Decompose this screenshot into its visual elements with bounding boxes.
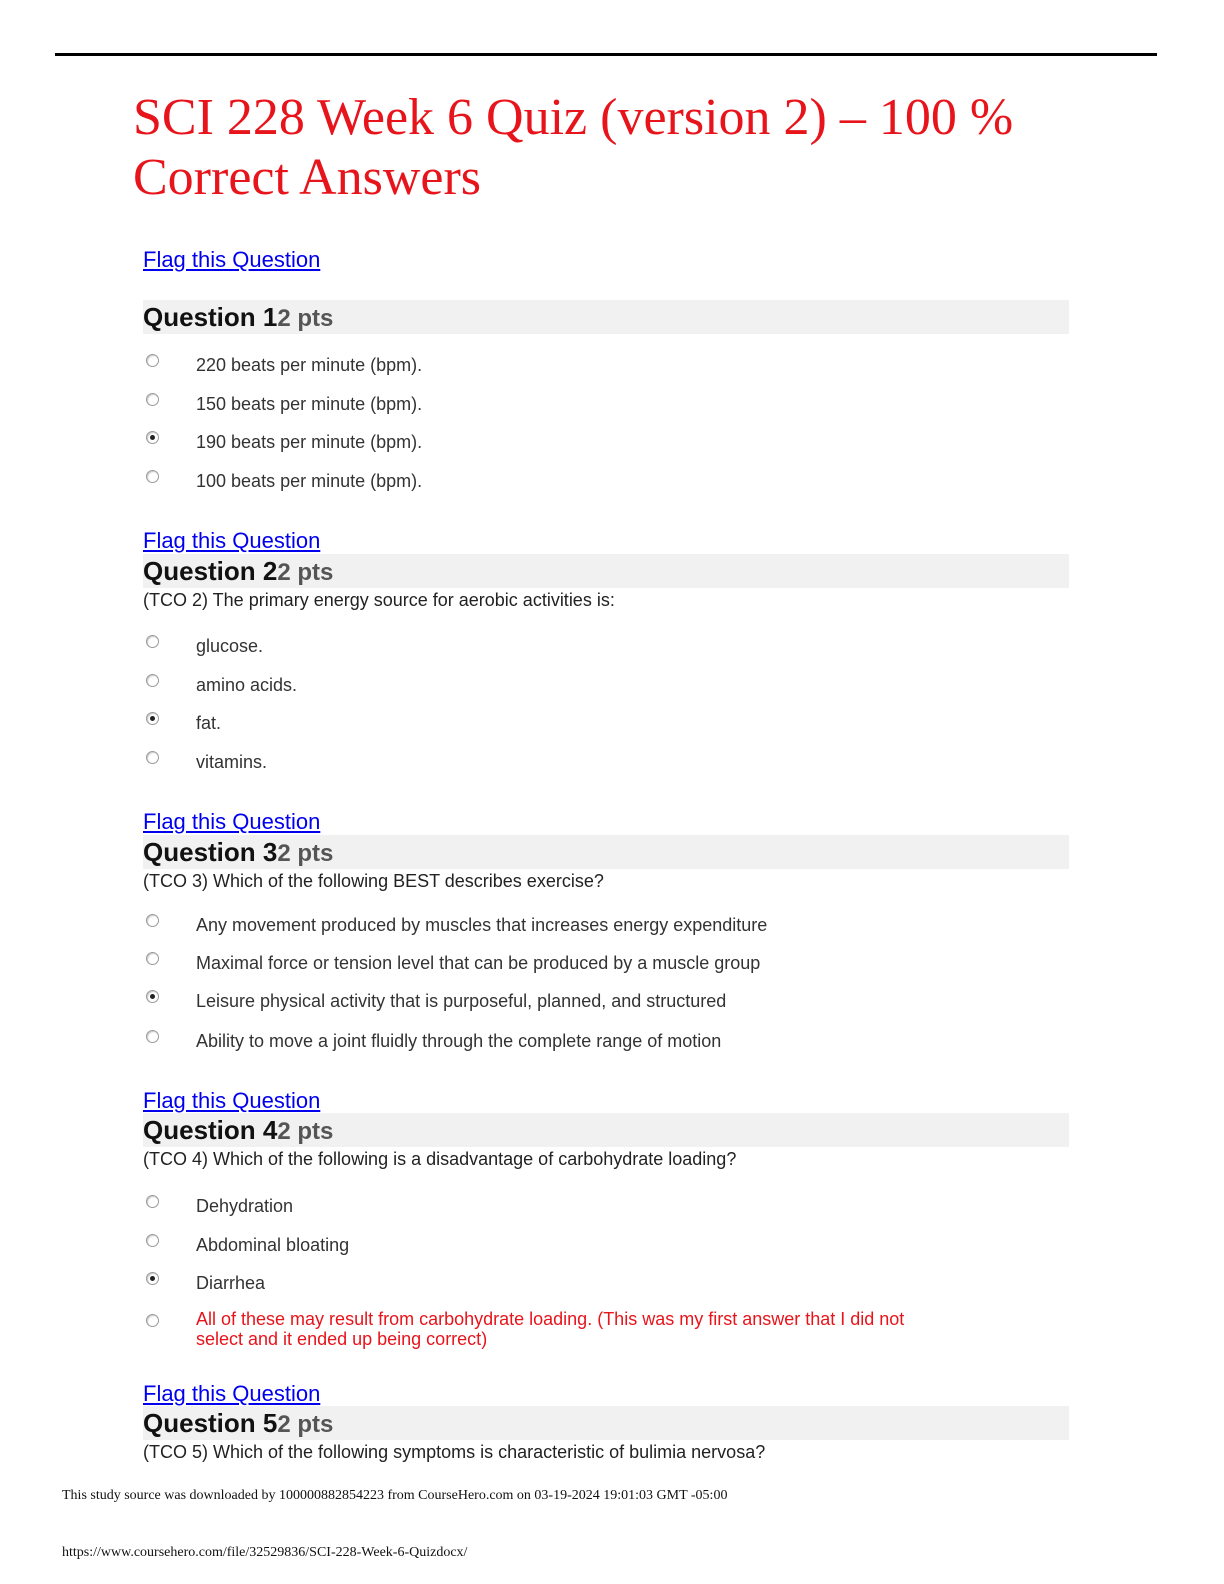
q3-option-1-label: Any movement produced by muscles that increases energy expenditure bbox=[196, 915, 768, 935]
q2-option-4-radio[interactable] bbox=[146, 751, 159, 764]
q1-option-3-radio[interactable] bbox=[146, 431, 159, 444]
question-3-points: 2 pts bbox=[277, 840, 334, 867]
question-1-points: 2 pts bbox=[277, 305, 334, 332]
q3-option-1-radio[interactable] bbox=[146, 914, 159, 927]
flag-question-5-link[interactable]: Flag this Question bbox=[143, 1381, 321, 1406]
q1-option-4-label: 100 beats per minute (bpm). bbox=[196, 471, 423, 491]
q1-option-1-label: 220 beats per minute (bpm). bbox=[196, 355, 423, 375]
question-1-number: Question 1 bbox=[143, 302, 278, 332]
q1-option-2-radio[interactable] bbox=[146, 393, 159, 406]
question-1-header bbox=[143, 300, 1069, 334]
q4-option-1-radio[interactable] bbox=[146, 1195, 159, 1208]
top-rule bbox=[55, 53, 1157, 56]
download-source-note: This study source was downloaded by 100000882854223 from CourseHero.com on 03-19-2024 19:01:03 GMT -05:00 bbox=[62, 1488, 728, 1503]
q4-option-2-radio[interactable] bbox=[146, 1234, 159, 1247]
flag-question-1-link[interactable]: Flag this Question bbox=[143, 247, 321, 272]
q1-option-1-radio[interactable] bbox=[146, 354, 159, 367]
q2-option-3-label: fat. bbox=[196, 713, 222, 733]
q4-option-3-radio[interactable] bbox=[146, 1272, 159, 1285]
question-4-text: (TCO 4) Which of the following is a disadvantage of carbohydrate loading? bbox=[143, 1149, 737, 1169]
flag-question-3-link[interactable]: Flag this Question bbox=[143, 809, 321, 834]
question-5-points: 2 pts bbox=[277, 1411, 334, 1438]
q4-option-4-radio[interactable] bbox=[146, 1314, 159, 1327]
flag-question-4-link[interactable]: Flag this Question bbox=[143, 1088, 321, 1113]
question-4-number: Question 4 bbox=[143, 1115, 278, 1145]
question-3-text: (TCO 3) Which of the following BEST describes exercise? bbox=[143, 871, 604, 891]
q4-option-4-annotated-label: All of these may result from carbohydrate loading. (This was my first answer that I did not select and it ended up being correct) bbox=[196, 1309, 905, 1349]
q2-option-2-radio[interactable] bbox=[146, 674, 159, 687]
q3-option-3-radio[interactable] bbox=[146, 990, 159, 1003]
q3-option-4-radio[interactable] bbox=[146, 1030, 159, 1043]
question-2-points: 2 pts bbox=[277, 559, 334, 586]
question-5-number: Question 5 bbox=[143, 1408, 278, 1438]
question-2-text: (TCO 2) The primary energy source for aerobic activities is: bbox=[143, 590, 615, 610]
q4-option-1-label: Dehydration bbox=[196, 1196, 294, 1216]
question-2-header bbox=[143, 554, 1069, 588]
q4-option-3-label: Diarrhea bbox=[196, 1273, 266, 1293]
question-4-header bbox=[143, 1113, 1069, 1147]
question-3-header bbox=[143, 835, 1069, 869]
q3-option-2-radio[interactable] bbox=[146, 952, 159, 965]
q1-option-2-label: 150 beats per minute (bpm). bbox=[196, 394, 423, 414]
q3-option-2-label: Maximal force or tension level that can be produced by a muscle group bbox=[196, 953, 761, 973]
q2-option-3-radio[interactable] bbox=[146, 712, 159, 725]
question-5-text: (TCO 5) Which of the following symptoms is characteristic of bulimia nervosa? bbox=[143, 1442, 766, 1462]
source-url: https://www.coursehero.com/file/32529836/SCI-228-Week-6-Quizdocx/ bbox=[62, 1545, 468, 1560]
q1-option-4-radio[interactable] bbox=[146, 470, 159, 483]
q2-option-1-label: glucose. bbox=[196, 636, 264, 656]
q1-option-3-label: 190 beats per minute (bpm). bbox=[196, 432, 423, 452]
question-4-points: 2 pts bbox=[277, 1118, 334, 1145]
question-2-number: Question 2 bbox=[143, 556, 278, 586]
question-3-number: Question 3 bbox=[143, 837, 278, 867]
q3-option-3-label: Leisure physical activity that is purposeful, planned, and structured bbox=[196, 991, 727, 1011]
document-title: SCI 228 Week 6 Quiz (version 2) – 100 % Correct Answers bbox=[133, 89, 1014, 206]
question-5-header bbox=[143, 1406, 1069, 1440]
q3-option-4-label: Ability to move a joint fluidly through the complete range of motion bbox=[196, 1031, 722, 1051]
q2-option-4-label: vitamins. bbox=[196, 752, 268, 772]
q4-option-2-label: Abdominal bloating bbox=[196, 1235, 350, 1255]
q2-option-1-radio[interactable] bbox=[146, 635, 159, 648]
q2-option-2-label: amino acids. bbox=[196, 675, 298, 695]
flag-question-2-link[interactable]: Flag this Question bbox=[143, 528, 321, 553]
